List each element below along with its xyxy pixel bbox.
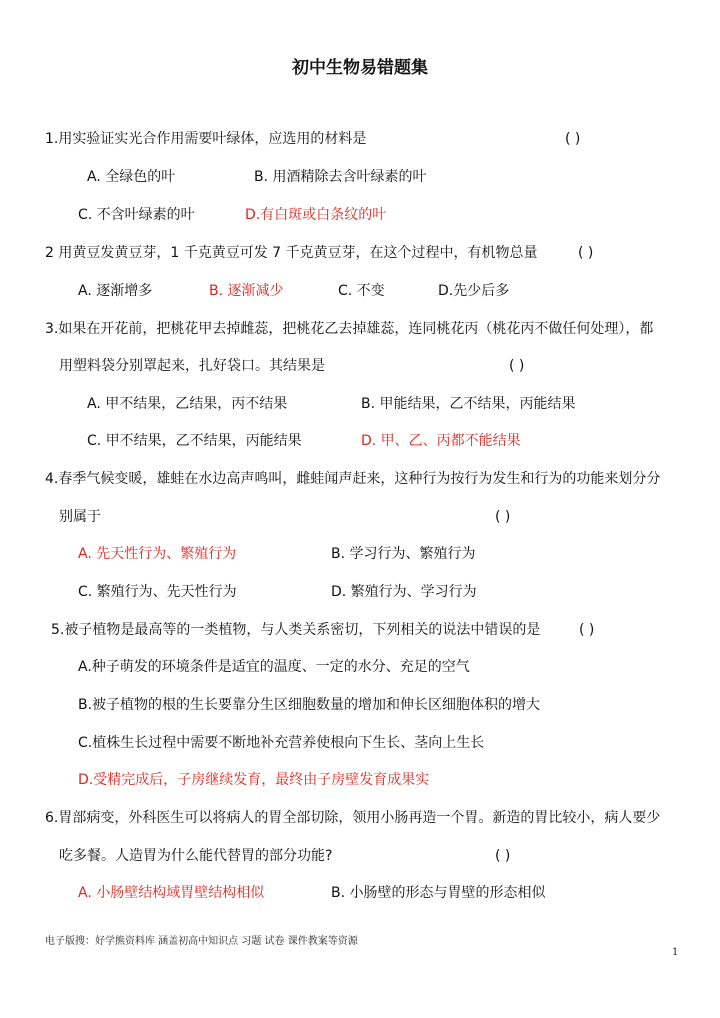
option-a: A.种子萌发的环境条件是适宜的温度、一定的水分、充足的空气 [78, 659, 470, 675]
question-stem-line-2: 用塑料袋分别罩起来，扎好袋口。其结果是 [59, 358, 325, 374]
answer-bracket: ( ) [578, 245, 594, 261]
option-c: C. 繁殖行为、先天性行为 [78, 584, 237, 600]
option-c: C.植株生长过程中需要不断地补充营养使根向下生长、茎向上生长 [78, 735, 485, 751]
question-stem-line-2: 吃多餐。人造胃为什么能代替胃的部分功能? [59, 848, 333, 864]
answer-bracket: ( ) [509, 358, 525, 374]
option-a: A. 全绿色的叶 [87, 169, 176, 185]
question-stem: 2 用黄豆发黄豆芽，1 千克黄豆可发 7 千克黄豆芽，在这个过程中，有机物总量 [45, 245, 538, 261]
page-number: 1 [672, 947, 679, 958]
option-a: A. 逐渐增多 [78, 283, 153, 299]
page-footer: 电子版搜：好学熊资料库 涵盖初高中知识点 习题 试卷 课件教案等资源 [45, 936, 358, 947]
question-stem-line-1: 6.胃部病变，外科医生可以将病人的胃全部切除，领用小肠再造一个胃。新造的胃比较小，病人要少 [45, 810, 661, 826]
answer-bracket: ( ) [565, 131, 581, 147]
answer-bracket: ( ) [579, 622, 595, 638]
option-d: D.先少后多 [438, 283, 510, 299]
question-stem-line-1: 4.春季气候变暖，雄蛙在水边高声鸣叫，雌蛙闻声赶来，这种行为按行为发生和行为的功能来划分分 [45, 471, 661, 487]
answer-bracket: ( ) [495, 848, 511, 864]
page-title: 初中生物易错题集 [292, 58, 428, 78]
question-stem: 5.被子植物是最高等的一类植物，与人类关系密切，下列相关的说法中错误的是 [51, 622, 541, 638]
option-b: B. 小肠壁的形态与胃壁的形态相似 [331, 885, 546, 901]
option-d-correct-answer: D.受精完成后，子房继续发育，最终由子房壁发育成果实 [78, 772, 430, 788]
option-a-correct-answer: A. 小肠壁结构域胃壁结构相似 [78, 885, 265, 901]
option-d-correct-answer: D. 甲、乙、丙都不能结果 [361, 433, 521, 449]
option-c: C. 甲不结果，乙不结果，丙能结果 [87, 433, 302, 449]
option-a-correct-answer: A. 先天性行为、繁殖行为 [78, 546, 237, 562]
option-b: B.被子植物的根的生长要靠分生区细胞数量的增加和伸长区细胞体积的增大 [78, 697, 541, 713]
option-d: D. 繁殖行为、学习行为 [331, 584, 477, 600]
question-stem-line-1: 3.如果在开花前，把桃花甲去掉雌蕊，把桃花乙去掉雄蕊，连同桃花丙（桃花丙不做任何处理），都 [45, 321, 654, 337]
option-b: B. 甲能结果，乙不结果，丙能结果 [361, 396, 576, 412]
question-stem: 1.用实验证实光合作用需要叶绿体，应选用的材料是 [45, 131, 367, 147]
question-stem-line-2: 别属于 [59, 509, 101, 525]
option-b: B. 用酒精除去含叶绿素的叶 [254, 169, 427, 185]
answer-bracket: ( ) [495, 509, 511, 525]
option-b: B. 学习行为、繁殖行为 [331, 546, 476, 562]
option-b-correct-answer: B. 逐渐减少 [209, 283, 284, 299]
option-c: C. 不含叶绿素的叶 [78, 207, 195, 223]
option-a: A. 甲不结果，乙结果，丙不结果 [87, 396, 288, 412]
option-c: C. 不变 [338, 283, 385, 299]
option-d-correct-answer: D.有白斑或白条纹的叶 [245, 207, 387, 223]
